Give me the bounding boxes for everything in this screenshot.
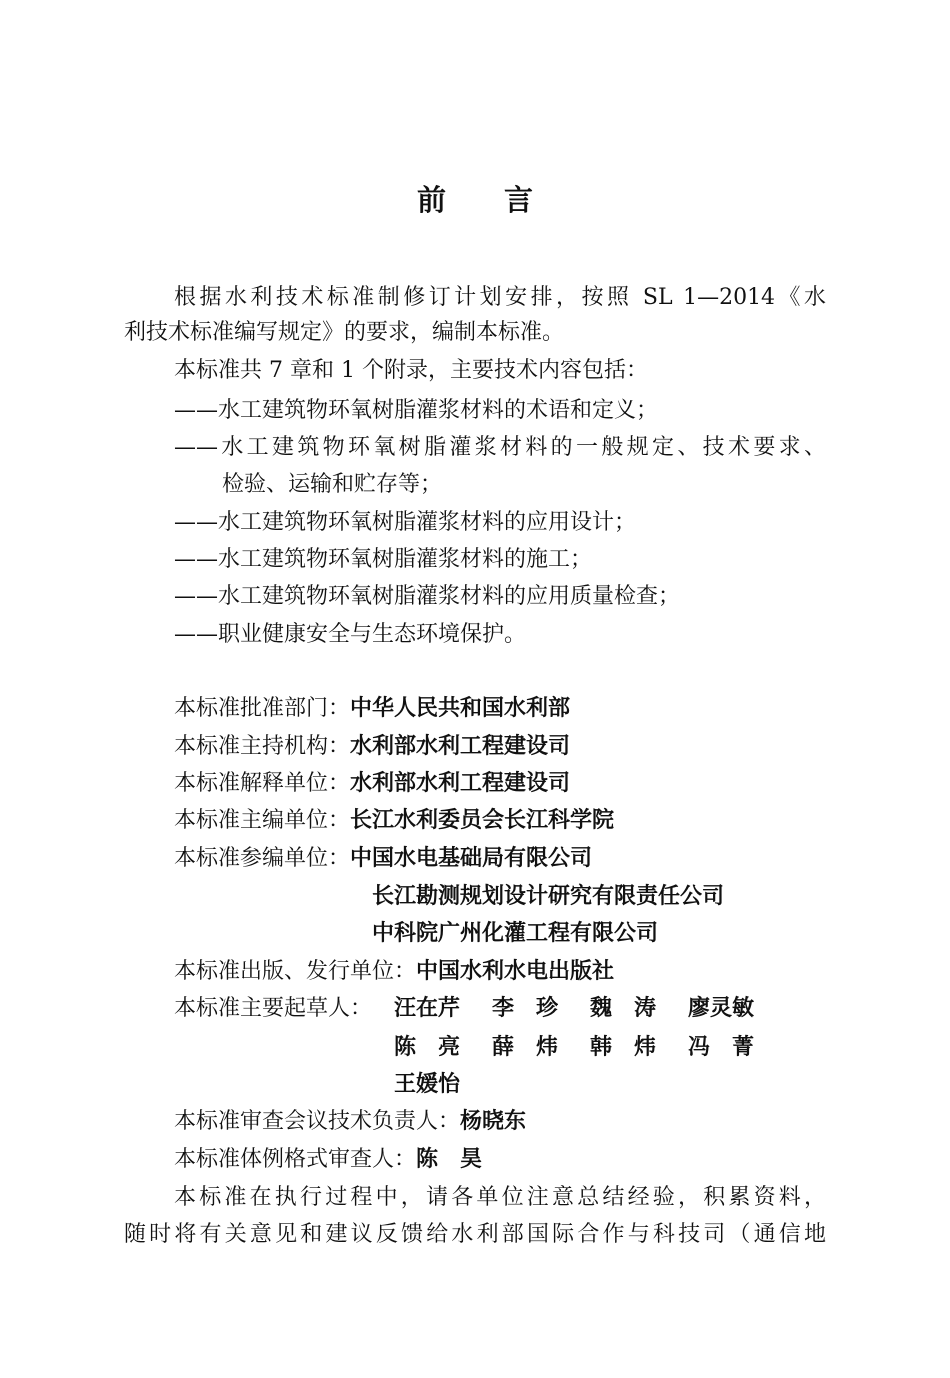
review-value: 杨晓东 — [460, 1109, 527, 1134]
intro-paragraph-line: 根据水利技术标准制修订计划安排，按照 SL 1—2014《水 — [174, 285, 826, 310]
contents-summary: 本标准共 7 章和 1 个附录，主要技术内容包括： — [174, 358, 648, 383]
closing-paragraph-line: 随时将有关意见和建议反馈给水利部国际合作与科技司（通信地 — [124, 1222, 826, 1247]
drafters-row — [394, 1070, 460, 1100]
format-label: 本标准体例格式审查人： — [174, 1147, 417, 1172]
host-value: 水利部水利工程建设司 — [350, 734, 571, 759]
participate-value: 长江勘测规划设计研究有限责任公司 — [372, 884, 725, 909]
host-label: 本标准主持机构： — [174, 734, 351, 759]
host-row — [174, 732, 570, 762]
format-row — [174, 1145, 482, 1175]
review-label: 本标准审查会议技术负责人： — [174, 1109, 461, 1134]
interpret-row — [174, 769, 570, 799]
chief-row — [174, 806, 614, 836]
closing-paragraph-line: 本标准在执行过程中，请各单位注意总结经验，积累资料， — [174, 1185, 826, 1210]
review-row — [174, 1107, 526, 1137]
list-item: ——水工建筑物环氧树脂灌浆材料的术语和定义； — [174, 398, 659, 423]
interpret-value: 水利部水利工程建设司 — [350, 771, 571, 796]
drafter-name: 李 珍 — [492, 996, 559, 1021]
drafter-name: 王媛怡 — [394, 1072, 461, 1097]
list-item: ——水工建筑物环氧树脂灌浆材料的应用质量检查； — [174, 584, 681, 609]
publisher-row — [174, 957, 614, 987]
drafter-name: 冯 菁 — [688, 1035, 755, 1060]
participate-value: 中科院广州化灌工程有限公司 — [372, 921, 659, 946]
approve-label: 本标准批准部门： — [174, 696, 351, 721]
list-item: ——水工建筑物环氧树脂灌浆材料的施工； — [174, 547, 593, 572]
participate-label: 本标准参编单位： — [174, 846, 351, 871]
publisher-label: 本标准出版、发行单位： — [174, 959, 417, 984]
list-item: ——职业健康安全与生态环境保护。 — [174, 622, 527, 647]
participate-value: 中国水电基础局有限公司 — [350, 846, 593, 871]
participate-row — [174, 844, 592, 874]
page-title: 前言 — [416, 183, 591, 217]
interpret-label: 本标准解释单位： — [174, 771, 351, 796]
drafter-name: 汪在芹 — [394, 996, 461, 1021]
drafter-name: 薛 炜 — [492, 1035, 559, 1060]
list-item: ——水工建筑物环氧树脂灌浆材料的应用设计； — [174, 510, 637, 535]
publisher-value: 中国水利水电出版社 — [416, 959, 615, 984]
approve-value: 中华人民共和国水利部 — [350, 696, 571, 721]
chief-label: 本标准主编单位： — [174, 808, 351, 833]
drafter-name: 魏 涛 — [590, 996, 657, 1021]
intro-paragraph-line: 利技术标准编写规定》的要求，编制本标准。 — [124, 320, 565, 345]
format-value: 陈 昊 — [416, 1147, 483, 1172]
chief-value: 长江水利委员会长江科学院 — [350, 808, 615, 833]
list-item-continuation: 检验、运输和贮存等； — [222, 472, 443, 497]
list-item: ——水工建筑物环氧树脂灌浆材料的一般规定、技术要求、 — [174, 435, 826, 460]
drafters-row — [394, 994, 754, 1024]
drafter-name: 韩 炜 — [590, 1035, 657, 1060]
drafters-label: 本标准主要起草人： — [174, 996, 373, 1021]
drafters-row — [394, 1033, 754, 1063]
drafter-name: 陈 亮 — [394, 1035, 461, 1060]
approve-row — [174, 694, 570, 724]
drafter-name: 廖灵敏 — [688, 996, 755, 1021]
